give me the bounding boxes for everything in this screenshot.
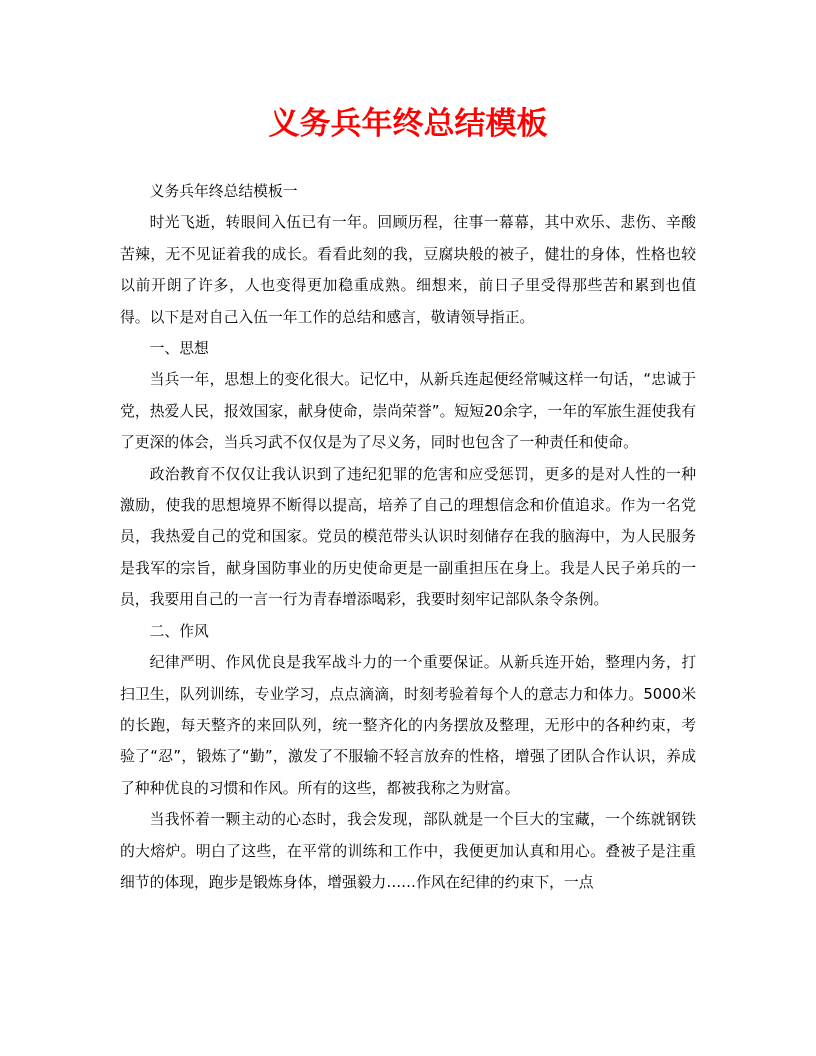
thought-paragraph-2: 政治教育不仅仅让我认识到了违纪犯罪的危害和应受惩罚，更多的是对人性的一种激励，使我的思想境界不断得以提高，培养了自己的理想信念和价值追求。作为一名党员，我热爱自己的党和国家。党员的模范带头认识时刻储存在我的脑海中，为人民服务是我军的宗旨，献身国防事业的历史使命更是一副重担压在身上。我是人民子弟兵的一员，我要用自己的一言一行为青春增添喝彩，我要时刻牢记部队条令条例。 — [120, 465, 696, 609]
section-heading-style: 二、作风 — [149, 622, 209, 640]
document-body — [120, 176, 696, 898]
style-paragraph-1: 纪律严明、作风优良是我军战斗力的一个重要保证。从新兵连开始，整理内务，打扫卫生，队列训练，专业学习，点点滴滴，时刻考验着每个人的意志力和体力。5000米的长跑，每天整齐的来回队列，统一整齐化的内务摆放及整理，无形中的各种约束，考验了“忍”，锻炼了“勤”，激发了不服输不轻言放弃的性格，增强了团队合作认识，养成了种种优良的习惯和作风。所有的这些，都被我称之为财富。 — [120, 654, 696, 797]
subtitle-paragraph: 义务兵年终总结模板一 — [149, 183, 298, 200]
intro-paragraph: 时光飞逝，转眼间入伍已有一年。回顾历程，往事一幕幕，其中欢乐、悲伤、辛酸苦辣，无不见证着我的成长。看看此刻的我，豆腐块般的被子，健壮的身体，性格也较以前开朗了许多，人也变得更加稳重成熟。细想来，前日子里受得那些苦和累到也值得。以下是对自己入伍一年工作的总结和感言，敬请领导指正。 — [120, 214, 696, 326]
document-title: 义务兵年终总结模板 — [268, 106, 548, 142]
section-heading-thought: 一、思想 — [149, 340, 209, 358]
style-paragraph-2: 当我怀着一颗主动的心态时，我会发现，部队就是一个巨大的宝藏，一个练就钢铁的大熔炉。明白了这些，在平常的训练和工作中，我便更加认真和用心。叠被子是注重细节的体现，跑步是锻炼身体，增强毅力……作风在纪律的约束下，一点 — [120, 811, 696, 891]
thought-paragraph-1: 当兵一年，思想上的变化很大。记忆中，从新兵连起便经常喊这样一句话，“忠诚于党，热爱人民，报效国家，献身使命，崇尚荣誉”。短短20余字，一年的军旅生涯使我有了更深的体会，当兵习武不仅仅是为了尽义务，同时也包含了一种责任和使命。 — [120, 371, 696, 452]
